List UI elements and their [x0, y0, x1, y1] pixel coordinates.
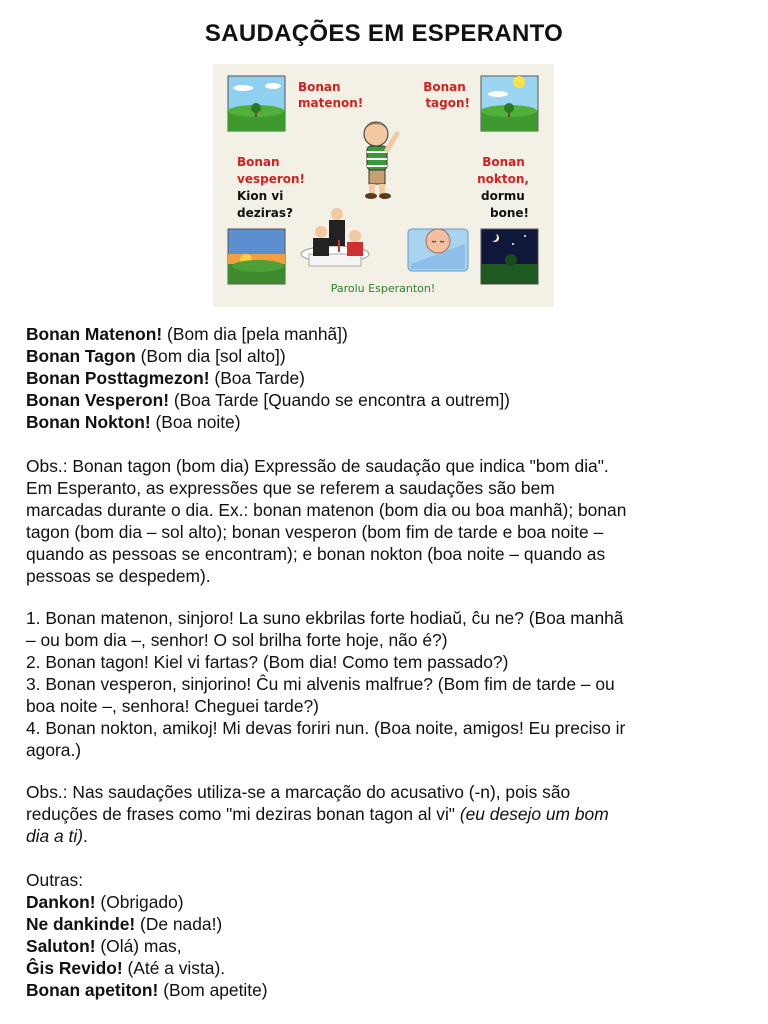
waving-boy-picture: [364, 122, 397, 199]
section-heading: Outras:: [26, 870, 84, 890]
list-item: Bonan Vesperon! (Boa Tarde [Quando se encontra a outrem]): [26, 390, 510, 410]
list-item: Bonan Posttagmezon! (Boa Tarde): [26, 368, 305, 388]
sleeping-baby-picture: [408, 229, 468, 271]
text-line: 1. Bonan matenon, sinjoro! La suno ekbrilas forte hodiaŭ, ĉu ne? (Boa manhã: [26, 608, 624, 628]
greetings-illustration: [213, 64, 554, 307]
other-expressions-list: [26, 869, 746, 1001]
list-item: Ĝis Revido! (Até a vista).: [26, 958, 226, 978]
morning-landscape-picture: [228, 76, 285, 131]
label-bonan-tagon: Bonan tagon!: [423, 80, 470, 110]
night-landscape-picture: [481, 229, 538, 284]
text-line: agora.): [26, 740, 82, 760]
label-bonan-nokton: Bonan nokton,: [477, 155, 529, 186]
label-dormu-bone: dormu bone!: [481, 189, 529, 220]
text-line: boa noite –, senhora! Cheguei tarde?): [26, 696, 319, 716]
text-line: 4. Bonan nokton, amikoj! Mi devas foriri nun. (Boa noite, amigos! Eu preciso ir: [26, 718, 626, 738]
text-line: 2. Bonan tagon! Kiel vi fartas? (Bom dia! Como tem passado?): [26, 652, 509, 672]
list-item: Saluton! (Olá) mas,: [26, 936, 182, 956]
text-line: reduções de frases como "mi deziras bonan tagon al vi" (eu desejo um bom: [26, 804, 609, 824]
text-line: 3. Bonan vesperon, sinjorino! Ĉu mi alvenis malfrue? (Bom fim de tarde – ou: [26, 674, 615, 694]
examples-list: [26, 607, 746, 761]
greetings-list: [26, 323, 746, 433]
list-item: Bonan Matenon! (Bom dia [pela manhã]): [26, 324, 348, 344]
label-kion-vi-deziras: Kion vi deziras?: [237, 189, 293, 220]
text-line: tagon (bom dia – sol alto); bonan vesperon (bom fim de tarde e boa noite –: [26, 522, 604, 542]
text-line: quando as pessoas se encontram); e bonan nokton (boa noite – quando as: [26, 544, 606, 564]
list-item: Bonan apetiton! (Bom apetite): [26, 980, 268, 1000]
text-line: marcadas durante o dia. Ex.: bonan matenon (bom dia ou boa manhã); bonan: [26, 500, 627, 520]
list-item: Bonan Nokton! (Boa noite): [26, 412, 241, 432]
text-line: – ou bom dia –, senhor! O sol brilha forte hoje, não é?): [26, 630, 448, 650]
text-line: Em Esperanto, as expressões que se referem a saudações são bem: [26, 478, 555, 498]
sunset-landscape-picture: [228, 229, 285, 284]
list-item: Bonan Tagon (Bom dia [sol alto]): [26, 346, 286, 366]
text-line: Obs.: Bonan tagon (bom dia) Expressão de saudação que indica "bom dia".: [26, 456, 609, 476]
label-parolu-esperanton: Parolu Esperanton!: [330, 282, 436, 295]
list-item: Ne dankinde! (De nada!): [26, 914, 223, 934]
text-line: Obs.: Nas saudações utiliza-se a marcação do acusativo (-n), pois são: [26, 782, 571, 802]
dinner-scene-picture: [301, 208, 369, 266]
noon-landscape-picture: [481, 76, 538, 131]
text-line: dia a ti).: [26, 826, 88, 846]
label-bonan-vesperon: Bonan vesperon!: [237, 155, 306, 186]
list-item: Dankon! (Obrigado): [26, 892, 184, 912]
text-line: pessoas se despedem).: [26, 566, 211, 586]
observation-paragraph-2: [26, 781, 746, 847]
page-title: SAUDAÇÕES EM ESPERANTO: [204, 20, 564, 47]
observation-paragraph-1: [26, 455, 746, 587]
label-bonan-matenon: Bonan matenon!: [298, 80, 364, 110]
